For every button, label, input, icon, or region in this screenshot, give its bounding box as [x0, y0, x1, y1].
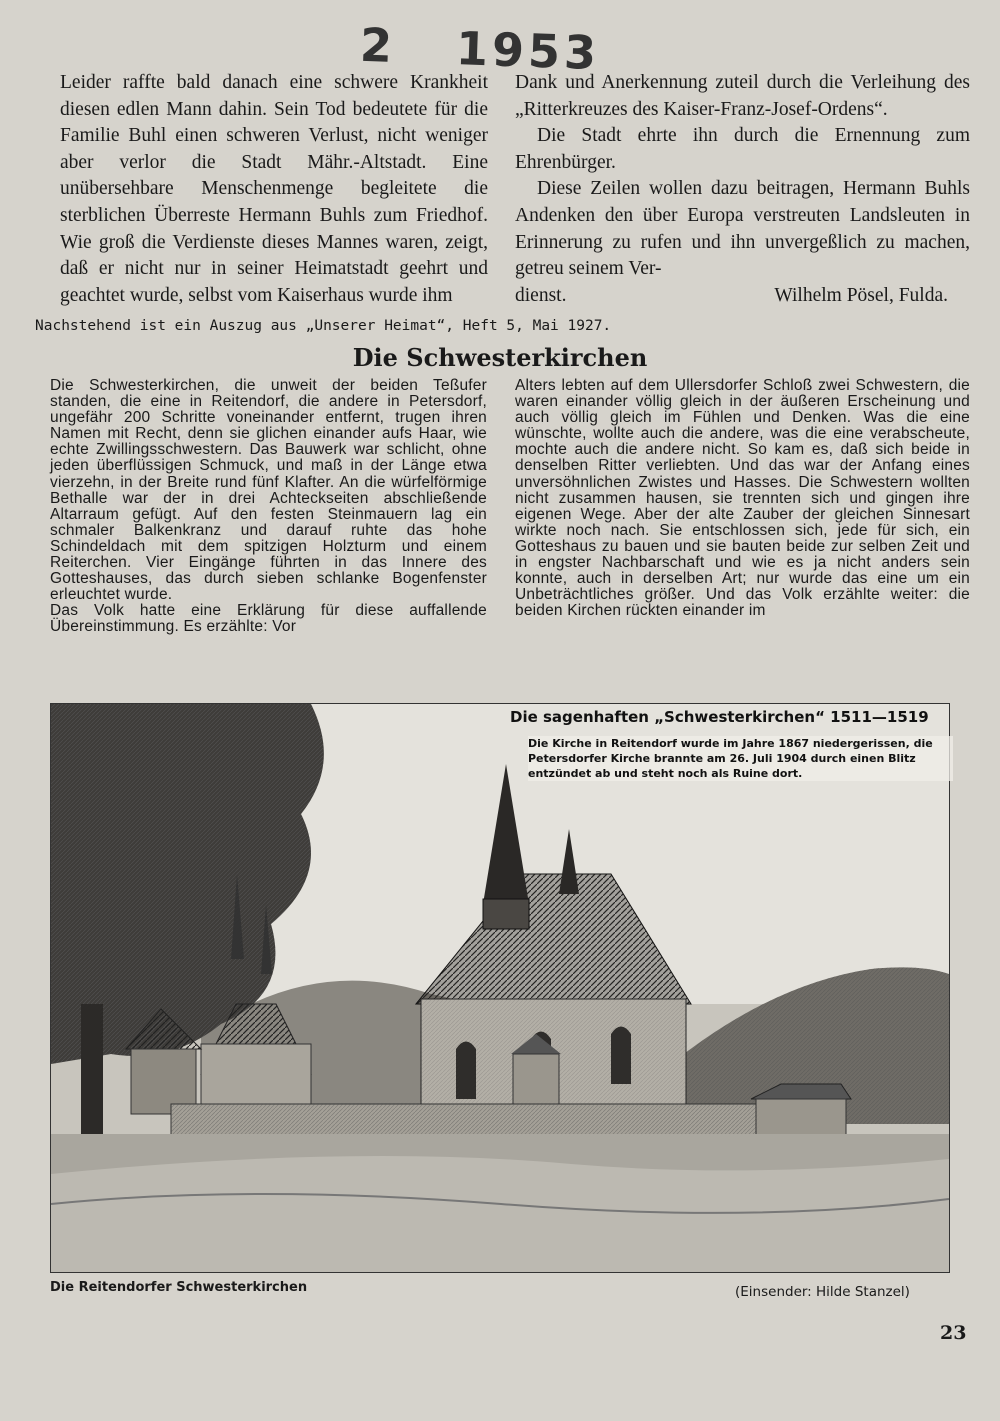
- figure-credit: (Einsender: Hilde Stanzel): [735, 1284, 910, 1300]
- top-left-column: [60, 70, 488, 309]
- page-number: 23: [940, 1322, 967, 1344]
- paragraph: Alters lebten auf dem Ullersdorfer Schloß zwei Schwestern, die waren einander völlig gleich in der äußeren Erscheinung und auch völlig gleich im Fühlen und Denken. Was die eine wünschte, wollte auch die andere, was die eine verabscheute, mochte auch die andere nicht. So kam es, daß sich beide in denselben Ritter verliebten. Und das war der Anfang eines unversöhnlichen Zwistes und Hasses. Die Schwestern wollten nicht zusammen hausen, sie trennten sich und gingen ihre eigenen Wege. Aber der alte Zauber der gleichen Sinnesart wirkte noch nach. Sie entschlossen sich, jede für sich, ein Gotteshaus zu bauen und sie bauten beide zur selben Zeit und in engster Nachbarschaft und wie es ja nicht anders sein konnte, auch in derselben Art; nur wurde das eine um ein Unbeträchtliches größer. Und das Volk erzählte weiter: die beiden Kirchen rückten einander im: [515, 377, 970, 620]
- author-signature: Wilhelm Pösel, Fulda.: [774, 284, 948, 306]
- paragraph: Die Stadt ehrte ihn durch die Ernennung zum Ehrenbürger.: [515, 125, 970, 173]
- figure-caption: Die Reitendorfer Schwesterkirchen: [50, 1280, 308, 1295]
- handwritten-issue: 2: [359, 17, 398, 74]
- paragraph-end: dienst.: [515, 284, 567, 306]
- engraving-illustration: [51, 704, 949, 1272]
- paragraph: Die Schwesterkirchen, die unweit der beiden Teßufer standen, die eine in Reitendorf, die andere in Petersdorf, ungefähr 200 Schritte voneinander entfernt, trugen ihren Namen mit Recht, denn sie glichen einander aufs Haar, wie echte Zwillingsschwestern. Das Bauwerk war schlicht, ohne jeden überflüssigen Schmuck, und maß in der Länge etwa vierzehn, in der Breite rund fünf Klafter. An die würfelförmige Bethalle war der in drei Achteckseiten abschließende Altarraum gefügt. Auf den festen Steinmauern lag ein schmaler Balkenkranz und darauf ruhte das hohe Schindeldach mit dem spitzigen Holzturm und einem Reiterchen. Vier Eingänge führten in das Innere des Gotteshauses, das durch sieben schlanke Bogenfenster erleuchtet wurde.: [50, 377, 487, 604]
- article-headline: Die Schwesterkirchen: [352, 343, 648, 372]
- paragraph: Leider raffte bald danach eine schwere Krankheit diesen edlen Mann dahin. Sein Tod bedeutete für die Familie Buhl einen schweren Verlust, nicht weniger aber verlor die Stadt Mähr.-Altstadt. Eine unübersehbare Menschenmenge begleitete die sterblichen Überreste Hermann Buhls zum Friedhof. Wie groß die Verdienste dieses Mannes waren, zeigt, daß er nicht nur in seiner Heimatstadt geehrt und geachtet wurde, selbst vom Kaiserhaus wurde ihm: [60, 72, 488, 306]
- article-right-column: [515, 378, 970, 619]
- figure-title: Die sagenhaften „Schwesterkirchen“ 1511—1519: [510, 708, 929, 726]
- paragraph: Diese Zeilen wollen dazu beitragen, Hermann Buhls Andenken den über Europa verstreuten Landsleuten in Erinnerung zu rufen und ihn unvergeßlich zu machen, getreu seinem Ver-: [515, 178, 970, 280]
- article-left-column: [50, 378, 487, 636]
- figure-note: Die Kirche in Reitendorf wurde im Jahre 1867 niedergerissen, die Petersdorfer Kirche brannte am 26. Juli 1904 durch einen Blitz entzündet ab und steht noch als Ruine dort.: [528, 736, 953, 781]
- church-engraving: [50, 703, 950, 1273]
- paragraph: Das Volk hatte eine Erklärung für diese auffallende Übereinstimmung. Es erzählte: Vor: [50, 602, 487, 636]
- handwritten-year: 1953: [455, 21, 601, 81]
- paragraph: Dank und Anerkennung zuteil durch die Verleihung des „Ritterkreuzes des Kaiser-Franz-Josef-Ordens“.: [515, 72, 970, 120]
- signature-line: [515, 283, 970, 310]
- intro-line: Nachstehend ist ein Auszug aus „Unserer Heimat“, Heft 5, Mai 1927.: [35, 318, 612, 334]
- top-right-column: [515, 70, 970, 309]
